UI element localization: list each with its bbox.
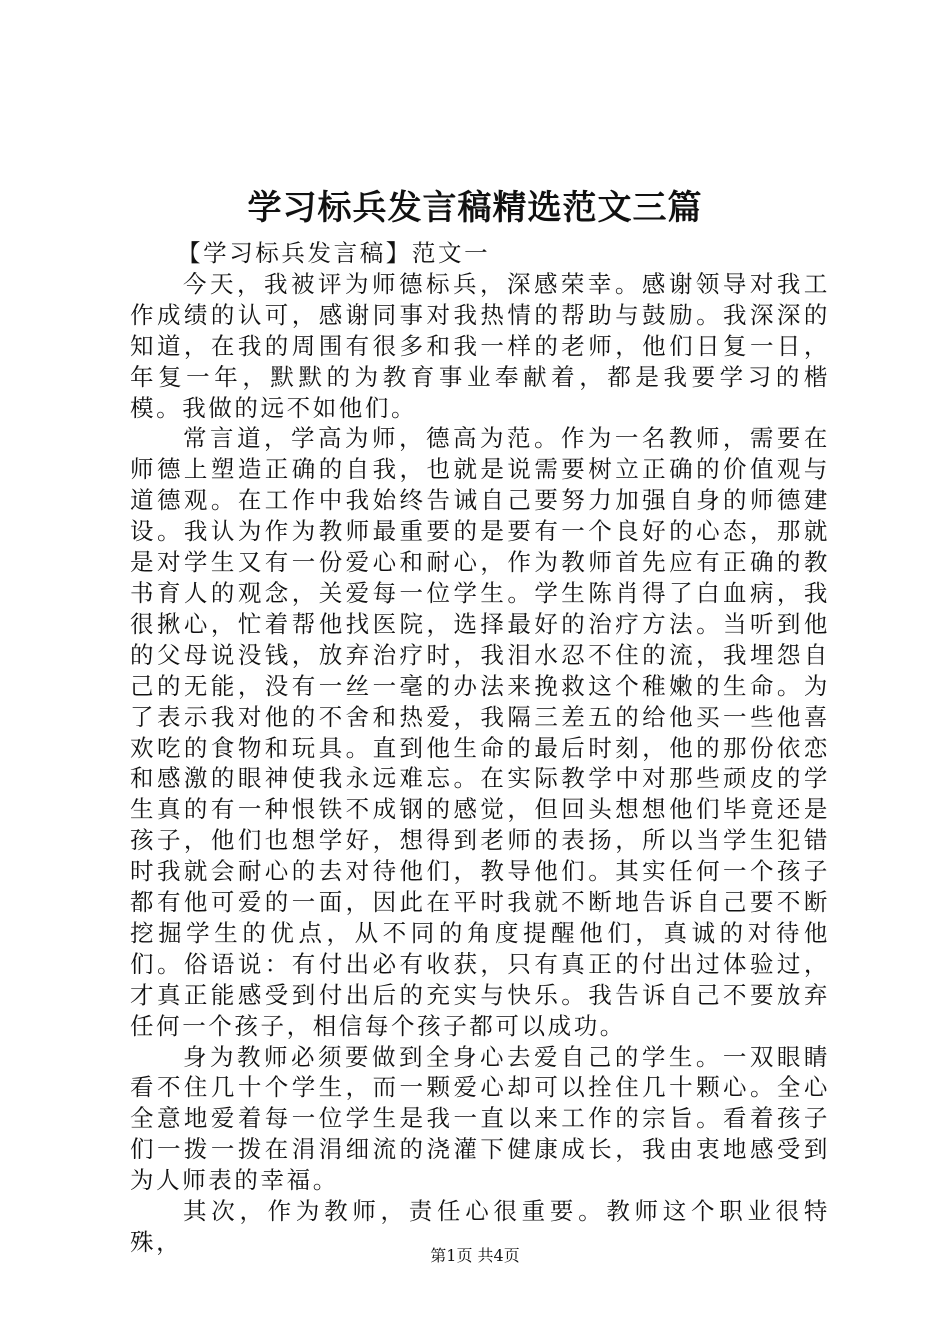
document-title: 学习标兵发言稿精选范文三篇: [247, 188, 703, 228]
paragraph-4: 其次，作为教师，责任心很重要。教师这个职业很特殊，: [130, 1197, 830, 1256]
paragraph-2: 常言道，学高为师，德高为范。作为一名教师，需要在师德上塑造正确的自我，也就是说需要树立正确的价值观与道德观。在工作中我始终告诫自己要努力加强自身的师德建设。我认为作为教师最重要的是要有一个良好的心态，那就是对学生又有一份爱心和耐心，作为教师首先应有正确的教书育人的观念，关爱每一位学生。学生陈肖得了白血病，我很揪心，忙着帮他找医院，选择最好的治疗方法。当听到他的父母说没钱，放弃治疗时，我泪水忍不住的流，我埋怨自己的无能，没有一丝一毫的办法来挽救这个稚嫩的生命。为了表示我对他的不舍和热爱，我隔三差五的给他买一些他喜欢吃的食物和玩具。直到他生命的最后时刻，他的那份依恋和感激的眼神使我永远难忘。在实际教学中对那些顽皮的学生真的有一种恨铁不成钢的感觉，但回头想想他们毕竟还是孩子，他们也想学好，想得到老师的表扬，所以当学生犯错时我就会耐心的去对待他们，教导他们。其实任何一个孩子都有他可爱的一面，因此在平时我就不断地告诉自己要不断挖掘学生的优点，从不同的角度提醒他们，真诚的对待他们。俗语说：有付出必有收获，只有真正的付出过体验过，才真正能感受到付出后的充实与快乐。我告诉自己不要放弃任何一个孩子，相信每个孩子都可以成功。: [130, 424, 830, 1040]
page-footer: 第1页 共4页: [430, 1246, 520, 1265]
section-label: 【学习标兵发言稿】范文一: [177, 239, 491, 267]
document-body: [130, 238, 830, 1258]
paragraph-3: 身为教师必须要做到全身心去爱自己的学生。一双眼睛看不住几十个学生，而一颗爱心却可以拴住几十颗心。全心全意地爱着每一位学生是我一直以来工作的宗旨。看着孩子们一拨一拨在涓涓细流的浇灌下健康成长，我由衷地感受到为人师表的幸福。: [130, 1042, 830, 1195]
paragraph-1: 今天，我被评为师德标兵，深感荣幸。感谢领导对我工作成绩的认可，感谢同事对我热情的帮助与鼓励。我深深的知道，在我的周围有很多和我一样的老师，他们日复一日，年复一年，默默的为教育事业奉献着，都是我要学习的楷模。我做的远不如他们。: [130, 269, 830, 422]
